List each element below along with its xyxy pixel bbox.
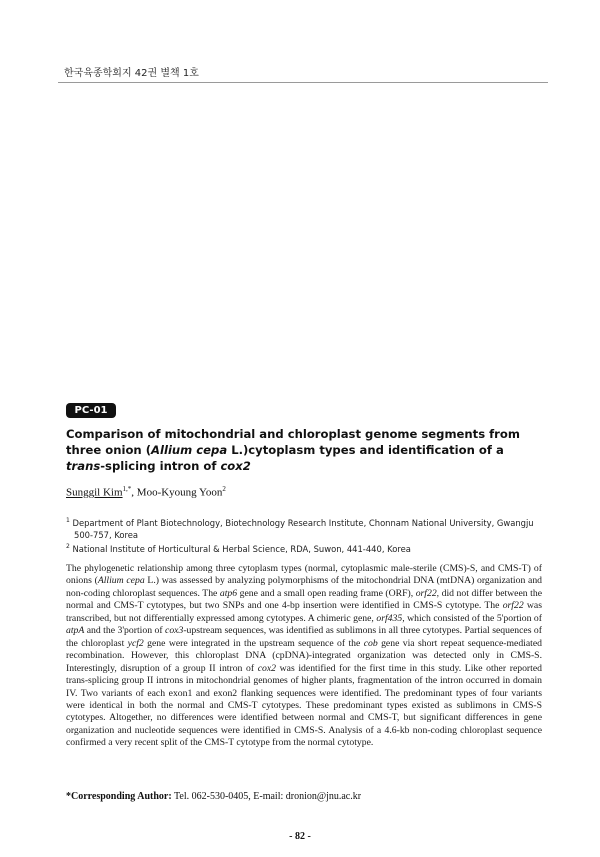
title-text: Comparison of mitochondrial and chloroplast genome segments from three onion ( [66,427,520,457]
author-affiliation-mark: 2 [222,485,226,493]
abstract-text: which consisted of the 5'portion of [404,612,542,624]
abstract-italic: atpA [66,625,85,637]
abstract-italic: orf435, [376,612,405,624]
abstract-italic: Allium cepa [97,575,145,587]
abstract-code-badge: PC-01 [66,403,116,418]
abstract-text: was transcribed, but not differentially expressed among cytotypes. A chimeric gene, [66,600,542,624]
affiliation-item [66,541,546,555]
abstract-italic: cob [363,637,378,649]
author-affiliation-mark: 1,* [122,485,132,493]
abstract-text: was identified for the first time in this study. Like other reported trans-splicing group II introns in mitochondrial genomes of higher plants, fragmentation of the intron occurred in domain IV. Two variants of each exon1 and exon2 flanking sequences were identified. The predominant types of four variants were identical in both the normal and CMS-T cytotypes. These predominant types existed as sublimons in CMS-S cytotypes. Altogether, no differences were identified between normal and CMS-T, but significant differences in gene organization and nucleotide sequences were identified in CMS-S. Analysis of a 4.6-kb non-coding chloroplast sequence confirmed a very recent split of the CMS-T cytotype from the normal cytotype. [66,662,542,749]
affiliation-item [66,515,546,541]
abstract-italic: orf22 [502,600,524,612]
abstract-italic: orf22, [415,587,440,599]
author-separator: , [131,486,137,499]
abstract-text: gene and a small open reading frame (ORF), [237,587,416,599]
affiliation-text: 500-757, Korea [74,529,139,540]
abstract-italic: cox2 [257,662,277,674]
abstract-text: -upstream sequences, was identified as sublimons in all three cytotypes. Partial sequences of the chloroplast [66,625,542,649]
abstract-text: did not differ between the normal and CMS-T cytotypes, but two SNPs and one 4-bp insertion were identified in CMS-S cytotype. The [66,587,542,612]
author-name: Sunggil Kim [66,486,123,499]
abstract-italic: ycf2 [127,637,144,649]
author-list [66,485,226,499]
title-italic-species: Allium cepa [151,443,228,457]
corresponding-label: *Corresponding Author: [66,791,172,802]
corresponding-author [66,791,361,802]
paper-title [66,426,541,474]
affiliation-text: National Institute of Horticultural & Herbal Science, RDA, Suwon, 441-440, Korea [72,543,411,554]
affiliation-number: 2 [66,542,70,550]
abstract-text: gene were integrated in the upstream sequence of the [143,637,364,649]
abstract-text: and the 3'portion of [84,625,166,637]
abstract-text: gene via short repeat sequence-mediated recombination. However, this chloroplast DNA (cpDNA)-integrated organization was detected only in CMS-S. Interestingly, disruption of a group II intron of [66,637,542,674]
header-divider [58,82,548,83]
journal-header: 한국육종학회지 42권 별책 1호 [64,68,199,79]
abstract-text: L.) was assessed by analyzing polymorphisms of the mitochondrial DNA (mtDNA) organization and non-coding chloroplast sequences. The [66,575,543,599]
author-name: Moo-Kyoung Yoon [136,486,223,499]
title-text: -splicing intron of [100,459,221,473]
affiliation-list [66,515,546,555]
title-text: L.)cytoplasm types and identification of a [227,443,504,457]
abstract-italic: cox3 [165,625,184,637]
title-italic-gene: cox2 [220,459,251,473]
corresponding-contact: Tel. 062-530-0405, E-mail: dronion@jnu.ac.kr [171,791,362,802]
page-number: - 82 - [289,831,311,842]
abstract-text: The phylogenetic relationship among three cytoplasm types (normal, cytoplasmic male-sterile (CMS)-S, and CMS-T) of onions ( [66,563,542,587]
abstract-body [66,563,542,750]
title-italic-trans: trans [66,459,101,473]
affiliation-text: Department of Plant Biotechnology, Biotechnology Research Institute, Chonnam National University, Gwangju [72,517,534,528]
affiliation-number: 1 [66,517,70,524]
abstract-italic: atp6 [219,587,238,599]
